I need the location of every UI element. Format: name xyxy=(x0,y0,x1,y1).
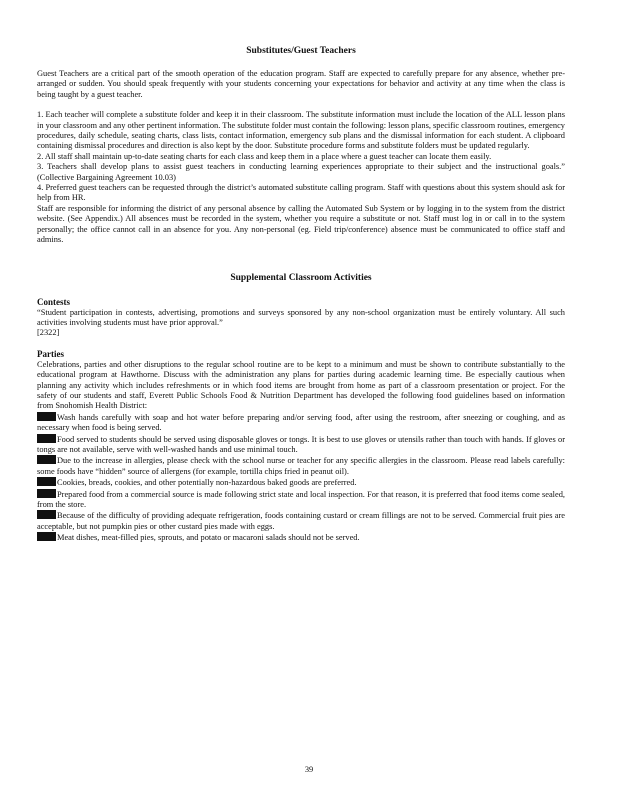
redaction-mark xyxy=(37,489,56,498)
contests-heading: Contests xyxy=(37,296,70,307)
page-title: Substitutes/Guest Teachers xyxy=(246,46,356,56)
intro-paragraph: Guest Teachers are a critical part of the smooth operation of the education program. Staff are expected to carefully prepare for any absence, whether pre-arranged or sudden. You should speak frequently with your students concerning your expectations for behavior and activity at any time when the class is being taught by a guest teacher. xyxy=(37,69,565,99)
food-rule: Food served to students should be served using disposable gloves or tongs. It is best to use gloves or utensils rather than touch with hands. If gloves or tongs are not available, serve with well-washed hands and use minimal touch. xyxy=(37,434,565,454)
absence-paragraph: Staff are responsible for informing the district of any personal absence by calling the Automated Sub System or by logging in to the system from the district website. (See Appendix.) All absences must be recorded in the system, whether you require a substitute or not. Staff must log in or call in to the system personally; the office cannot call in an absence for you. Any non-personal (eg. Field trip/conference) absence must be communicated to office staff and admins. xyxy=(37,203,565,245)
document-page xyxy=(37,46,565,544)
list-item: 1. Each teacher will complete a substitute folder and keep it in their classroom. The substitute information must include the location of the ALL lesson plans in your classroom and any other pertinent information. The substitute folder must contain the following: lesson plans, specific classroom routines, emergency procedures, daily schedule, seating charts, class lists, contact information, emergency sub plans and the dismissal information for each student. A clipboard containing dismissal procedures and direction is also kept by the door. Substitute procedure forms and substitute folders must be updated regularly. xyxy=(37,110,565,151)
list-item: 2. All staff shall maintain up-to-date seating charts for each class and keep them in a place where a guest teacher can locate them easily. xyxy=(37,151,492,161)
list-item: 3. Teachers shall develop plans to assist guest teachers in conducting learning experiences appropriate to their subject and the instructional goals.” (Collective Bargaining Agreement 10.03) xyxy=(37,162,565,182)
parties-intro: Celebrations, parties and other disruptions to the regular school routine are to be kept to a minimum and must be shown to contribute substantially to the educational program at Hawthorne. Discuss with the administration any plans for parties during academic learning time. Be especially cautious when planning any activity which includes refreshments or in which food items are brought from home as part of a classroom presentation or project. For the safety of our students and staff, Everett Public Schools Food & Nutrition Department has developed the following food guidelines based on information from Snohomish Health District: xyxy=(37,359,565,411)
food-rule: Wash hands carefully with soap and hot water before preparing and/or serving food, after using the restroom, after sneezing or coughing, and as necessary when food is being served. xyxy=(37,412,565,433)
redaction-mark xyxy=(37,455,56,464)
redaction-mark xyxy=(37,532,56,541)
food-rule: Meat dishes, meat-filled pies, sprouts, and potato or macaroni salads should not be served. xyxy=(37,532,565,543)
contests-reference: [2322] xyxy=(37,328,60,338)
redaction-mark xyxy=(37,434,56,443)
food-rule: Because of the difficulty of providing adequate refrigeration, foods containing custard or cream fillings are not to be served. Commercial fruit pies are acceptable, but not pumpkin pies or other custard pies made with eggs. xyxy=(37,511,565,531)
redaction-mark xyxy=(37,412,56,421)
food-rule: Cookies, breads, cookies, and other potentially non-hazardous baked goods are preferred. xyxy=(37,477,565,488)
contests-text: “Student participation in contests, advertising, promotions and surveys sponsored by any non-school organization must be entirely voluntary. All such activities involving students must have prior approval.” xyxy=(37,307,565,327)
page-number: 39 xyxy=(304,765,314,774)
parties-heading: Parties xyxy=(37,348,64,359)
food-rule: Prepared food from a commercial source is made following strict state and local inspection. For that reason, it is preferred that food items come sealed, from the store. xyxy=(37,489,565,509)
food-rule: Due to the increase in allergies, please check with the school nurse or teacher for any specific allergies in the classroom. Please read labels carefully: some foods have “hidden” source of allergens (for example, tortilla chips fried in peanut oil). xyxy=(37,456,565,476)
redaction-mark xyxy=(37,477,56,486)
redaction-mark xyxy=(37,510,56,519)
list-item: 4. Preferred guest teachers can be requested through the district’s automated substitute calling program. Staff with questions about this system should ask for help from HR. xyxy=(37,183,565,203)
section-title: Supplemental Classroom Activities xyxy=(230,272,372,283)
